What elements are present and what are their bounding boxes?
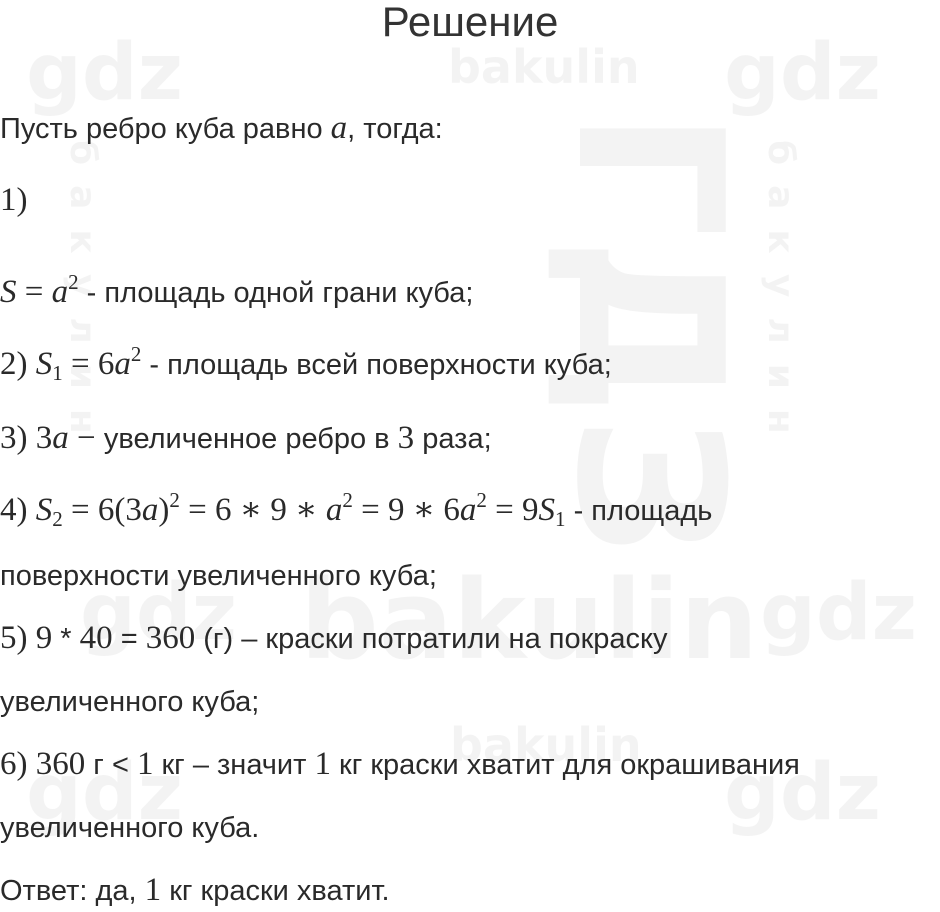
math-var: a: [141, 492, 159, 528]
math-op: =: [16, 274, 52, 310]
math-num: 9: [35, 620, 53, 656]
text: кг краски хватит для окрашивания: [330, 749, 800, 781]
math-var: a: [114, 346, 131, 382]
step-number: 1): [0, 182, 28, 218]
math-exponent: 2: [169, 488, 180, 512]
description: увеличенного куба.: [0, 812, 260, 844]
description: увеличенное ребро в: [103, 423, 398, 455]
step-number: 5): [0, 620, 36, 656]
math-num: 360: [145, 620, 196, 656]
text: Ответ: да,: [0, 875, 145, 907]
answer-line: [0, 872, 390, 909]
math-num: 3: [397, 420, 415, 456]
math-var: a: [325, 492, 343, 528]
math-var: S: [35, 492, 53, 528]
math-op: = 6(3: [62, 492, 142, 528]
math-num: 1: [144, 872, 162, 908]
description: (г) – краски потратили на покраску: [195, 623, 668, 655]
description: увеличенного куба;: [0, 686, 260, 718]
step-1-formula: [0, 270, 474, 311]
text: , тогда:: [347, 113, 443, 145]
math-var: S: [538, 492, 556, 528]
watermark-vertical-word: [760, 140, 801, 454]
text: г <: [85, 749, 137, 781]
step-5-continued: [0, 684, 259, 720]
math-var: a: [330, 110, 348, 146]
step-number: 3): [0, 420, 36, 456]
step-number: 2): [0, 346, 36, 382]
math-exponent: 2: [68, 270, 79, 294]
text: кг – значит: [153, 749, 315, 781]
math-op: = 9 ∗ 6: [352, 492, 460, 528]
math-op: = 9: [486, 492, 539, 528]
math-exponent: 2: [130, 342, 142, 366]
description: - площадь: [565, 495, 713, 527]
text: кг краски хватит.: [161, 875, 390, 907]
watermark-big-glyphs: [565, 110, 728, 558]
step-2: [0, 342, 612, 385]
page-title: Решение: [381, 0, 559, 45]
math-num: 1: [136, 746, 154, 782]
math-num: 1: [314, 746, 331, 782]
intro-line: [0, 110, 443, 147]
math-num: 40: [79, 620, 113, 656]
watermark-site: [760, 568, 917, 658]
math-num: 3: [35, 420, 53, 456]
description: - площадь всей поверхности куба;: [141, 349, 612, 381]
step-number: 6): [0, 746, 36, 782]
math-subscript: 2: [52, 507, 63, 531]
step-1-label: [0, 182, 28, 219]
description: - площадь одной грани куба;: [78, 277, 474, 309]
math-op: ): [158, 492, 170, 528]
math-var: a: [51, 274, 69, 310]
step-number: 4): [0, 492, 36, 528]
step-4-continued: [0, 558, 437, 594]
math-num: 360: [35, 746, 86, 782]
step-6: [0, 746, 800, 783]
math-subscript: 1: [555, 507, 566, 531]
math-op: = 6: [62, 346, 115, 382]
math-op: = 6 ∗ 9 ∗: [179, 492, 326, 528]
step-3: [0, 420, 492, 457]
text: Пусть ребро куба равно: [0, 113, 331, 145]
step-5: [0, 620, 668, 657]
description: раза;: [414, 423, 492, 455]
math-var: S: [0, 274, 17, 310]
step-6-continued: [0, 810, 259, 846]
text: *: [52, 623, 80, 655]
step-4: [0, 488, 713, 531]
math-var: a: [459, 492, 477, 528]
math-var: S: [35, 346, 53, 382]
text: =: [112, 623, 146, 655]
math-var: a: [52, 420, 69, 456]
math-subscript: 1: [52, 361, 63, 385]
math-exponent: 2: [342, 488, 353, 512]
watermark-brand: [448, 40, 640, 94]
math-op: −: [68, 420, 104, 456]
math-exponent: 2: [476, 488, 487, 512]
description: поверхности увеличенного куба;: [0, 560, 437, 592]
